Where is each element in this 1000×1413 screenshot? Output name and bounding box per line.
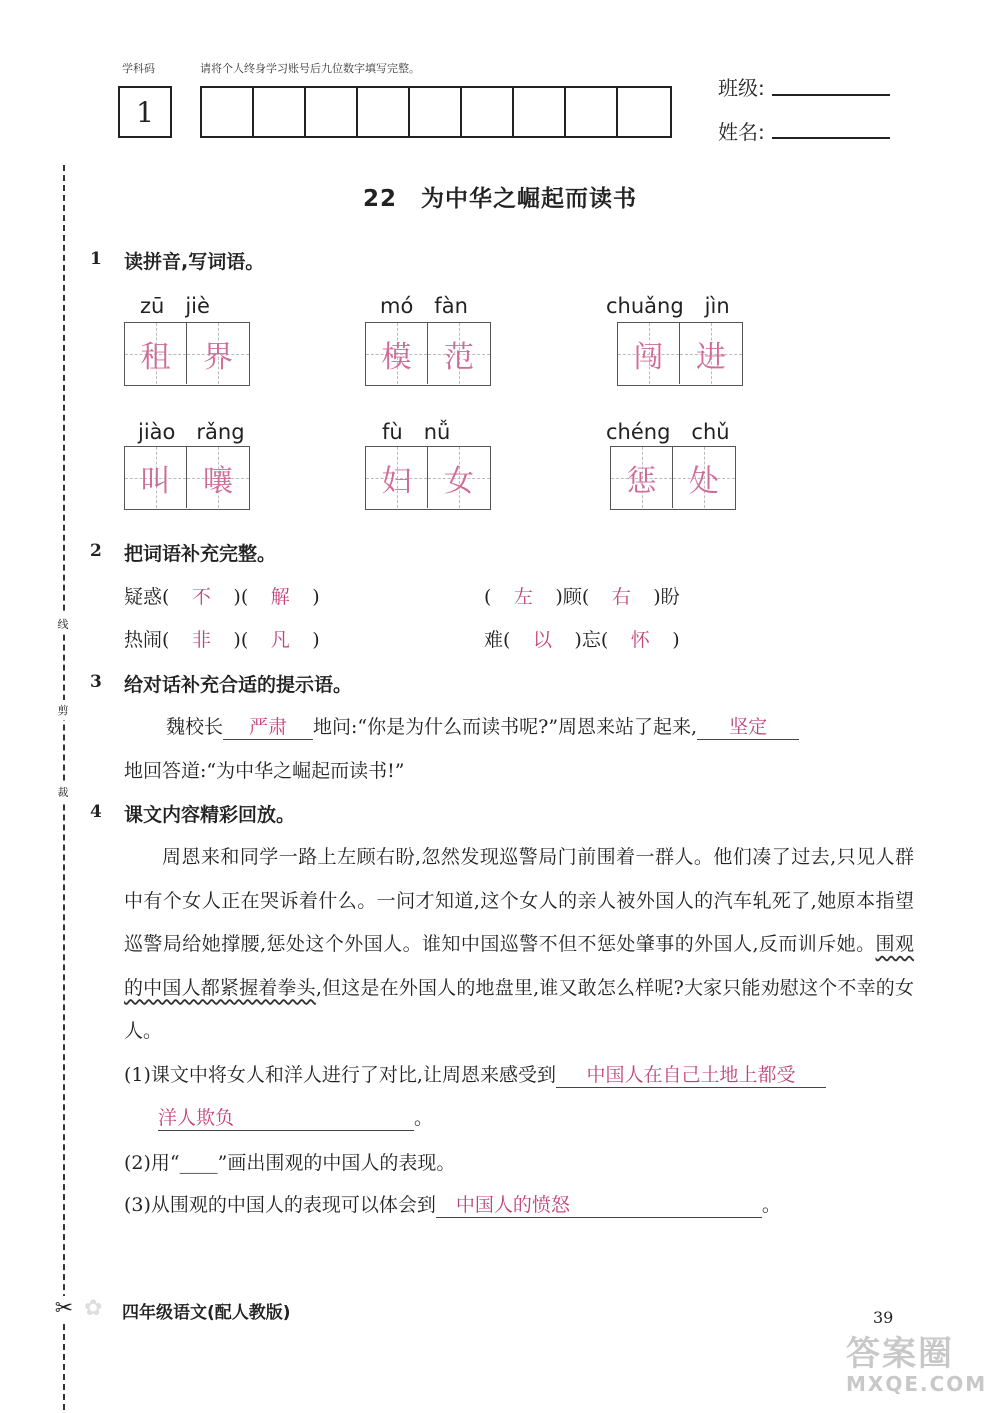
account-instruction: 请将个人终身学习账号后九位数字填写完整。 [200, 62, 420, 75]
char-grid[interactable] [124, 446, 250, 510]
sub-question-text: (2)用“____”画出围观的中国人的表现。 [124, 1152, 456, 1174]
char-cell[interactable] [366, 323, 428, 384]
book-title: 四年级语文(配人教版) [122, 1303, 291, 1323]
digit-box[interactable] [202, 88, 254, 136]
question-text: 把词语补充完整。 [124, 543, 277, 565]
sub-answer[interactable]: 洋人欺负 [158, 1103, 414, 1131]
answer-char: 界 [203, 339, 233, 375]
dialogue-line [166, 712, 799, 740]
passage [124, 836, 914, 1054]
subject-code-label: 学科码 [122, 62, 155, 75]
pinyin: zū jiè [140, 294, 210, 318]
idiom-answer[interactable]: 右 [611, 586, 631, 608]
prompt-answer[interactable]: 严肃 [223, 712, 313, 740]
idiom-text: )( [233, 629, 249, 651]
passage-underlined: 围观的中国人都紧握着拳头 [124, 933, 914, 999]
idiom-text: )忘( [574, 629, 609, 651]
question-text: 读拼音,写词语。 [124, 251, 265, 273]
class-label: 班级: [718, 76, 765, 100]
answer-char: 处 [689, 463, 719, 499]
pinyin: jiào rǎng [138, 420, 245, 444]
page-number: 39 [873, 1308, 894, 1327]
question-number: 1 [90, 249, 102, 269]
sub-answer[interactable]: 中国人在自己土地上都受 [556, 1060, 826, 1088]
char-cell[interactable] [680, 323, 742, 384]
char-cell[interactable] [673, 447, 735, 508]
idiom-answer[interactable]: 不 [191, 586, 211, 608]
idiom-answer[interactable]: 解 [270, 586, 290, 608]
idiom-answer[interactable]: 左 [513, 586, 533, 608]
char-cell[interactable] [428, 323, 490, 384]
question-text: 给对话补充合适的提示语。 [124, 674, 353, 696]
account-digit-boxes[interactable] [200, 86, 672, 138]
class-field[interactable] [772, 93, 890, 96]
pinyin: mó fàn [380, 294, 468, 318]
idiom-item [124, 625, 320, 652]
digit-box[interactable] [358, 88, 410, 136]
idiom-item [484, 625, 680, 652]
watermark-logo: 答案圈 [846, 1334, 954, 1374]
sub-question-text: (3)从围观的中国人的表现可以体会到 [124, 1194, 436, 1216]
digit-box[interactable] [462, 88, 514, 136]
answer-char: 惩 [626, 463, 657, 499]
idiom-text: )顾( [555, 586, 590, 608]
char-grid[interactable] [365, 322, 491, 386]
char-cell[interactable] [187, 447, 249, 508]
idiom-text: 难( [484, 629, 511, 651]
dialogue-text: 地回答道:“为中华之崛起而读书!” [124, 760, 405, 782]
question-number: 2 [90, 541, 102, 561]
sub-answer[interactable]: 中国人的愤怒 [436, 1190, 762, 1218]
sub-question-cont [158, 1103, 433, 1131]
subject-code-box [118, 86, 172, 138]
answer-char: 叫 [140, 463, 171, 499]
digit-box[interactable] [254, 88, 306, 136]
idiom-text: ( [484, 586, 492, 608]
char-cell[interactable] [366, 447, 428, 508]
idiom-text: ) [312, 586, 320, 608]
answer-char: 女 [444, 463, 474, 499]
sub-question [124, 1060, 826, 1088]
dialogue-text: 魏校长 [166, 716, 224, 738]
char-cell[interactable] [618, 323, 680, 384]
idiom-text: )( [233, 586, 249, 608]
cut-label: 裁 [52, 782, 74, 802]
digit-box[interactable] [514, 88, 566, 136]
idiom-answer[interactable]: 怀 [630, 629, 650, 651]
cut-label: 剪 [52, 700, 74, 720]
name-field[interactable] [772, 136, 890, 139]
page-title: 22 为中华之崛起而读书 [362, 186, 637, 212]
char-cell[interactable] [125, 323, 187, 384]
char-grid[interactable] [365, 446, 491, 510]
char-grid[interactable] [617, 322, 743, 386]
flower-icon: ✿ [84, 1296, 103, 1321]
char-grid[interactable] [610, 446, 736, 510]
passage-text: ,但这是在外国人的地盘里,谁又敢怎么样呢?大家只能劝慰这个不幸的女人。 [124, 976, 914, 1042]
subject-code: 1 [136, 95, 154, 129]
cut-label: 线 [52, 614, 74, 634]
digit-box[interactable] [306, 88, 358, 136]
idiom-answer[interactable]: 以 [532, 629, 552, 651]
dialogue-text: 地问:“你是为什么而读书呢?”周恩来站了起来, [313, 716, 698, 738]
sub-question-text: 。 [414, 1107, 434, 1129]
digit-box[interactable] [566, 88, 618, 136]
question-number: 4 [90, 802, 102, 822]
question-number: 3 [90, 672, 102, 692]
digit-box[interactable] [410, 88, 462, 136]
name-label: 姓名: [718, 120, 765, 144]
digit-box[interactable] [618, 88, 670, 136]
answer-char: 妇 [381, 463, 412, 499]
answer-char: 模 [381, 339, 412, 375]
answer-char: 范 [444, 339, 474, 375]
idiom-item [124, 582, 320, 609]
prompt-answer[interactable]: 坚定 [697, 712, 799, 740]
passage-text: 周恩来和同学一路上左顾右盼,忽然发现巡警局门前围着一群人。他们凑了过去,只见人群中有个女人正在哭诉着什么。一问才知道,这个女人的亲人被外国人的汽车轧死了,她原本指望巡警局给她撑腰,惩处这个外国人。谁知中国巡警不但不惩处肇事的外国人,反而训斥她。 [124, 846, 914, 955]
idiom-item [484, 582, 680, 609]
char-cell[interactable] [125, 447, 187, 508]
answer-char: 嚷 [203, 463, 233, 499]
idiom-answer[interactable]: 凡 [270, 629, 290, 651]
scissors-icon: ✂ [52, 1296, 76, 1321]
watermark-url: MXQE.COM [846, 1372, 988, 1396]
char-grid[interactable] [124, 322, 250, 386]
idiom-text: ) [312, 629, 320, 651]
char-cell[interactable] [187, 323, 249, 384]
sub-question-text: 。 [761, 1194, 781, 1216]
idiom-text: )盼 [653, 586, 680, 608]
sub-question-text: (1)课文中将女人和洋人进行了对比,让周恩来感受到 [124, 1064, 556, 1086]
idiom-text: ) [672, 629, 680, 651]
answer-char: 闯 [633, 339, 664, 375]
idiom-text: 热闹( [124, 629, 170, 651]
question-text: 课文内容精彩回放。 [124, 804, 296, 826]
char-cell[interactable] [428, 447, 490, 508]
idiom-answer[interactable]: 非 [191, 629, 211, 651]
sub-question [124, 1190, 781, 1218]
pinyin: chuǎng jìn [606, 294, 730, 318]
idiom-text: 疑惑( [124, 586, 170, 608]
answer-char: 进 [696, 339, 726, 375]
pinyin: fù nǚ [382, 420, 451, 444]
char-cell[interactable] [611, 447, 673, 508]
pinyin: chéng chǔ [606, 420, 730, 444]
answer-char: 租 [140, 339, 171, 375]
